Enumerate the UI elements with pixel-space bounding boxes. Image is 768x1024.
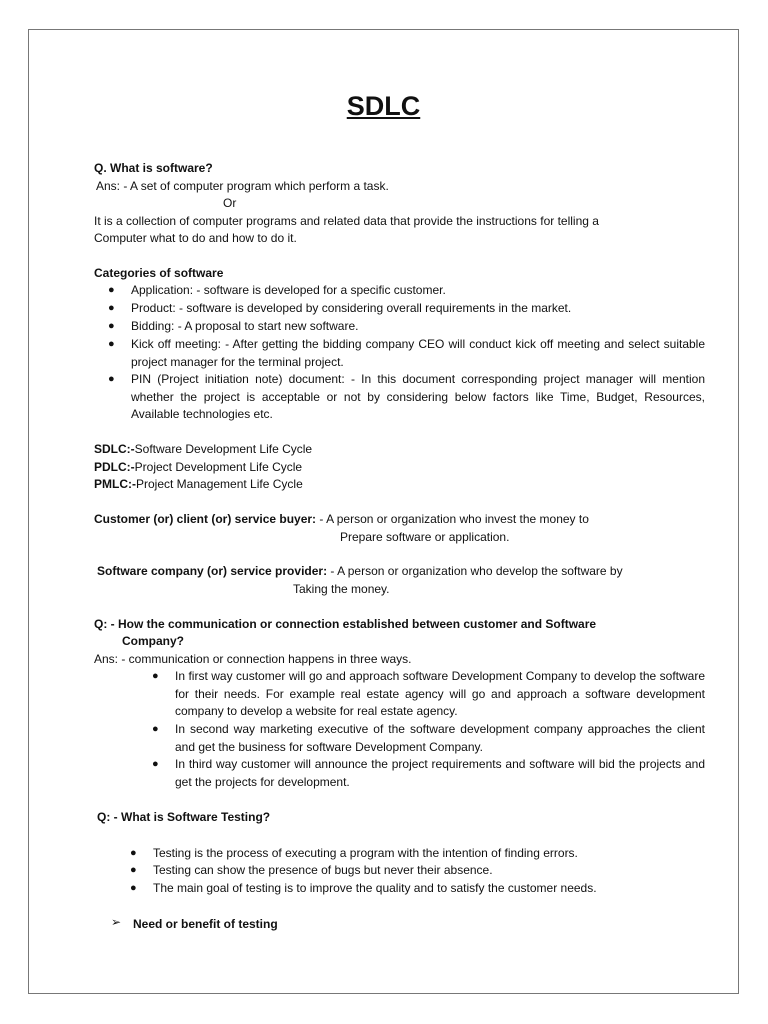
bullet-icon: ● xyxy=(130,864,137,876)
customer-definition-cont: Prepare software or application. xyxy=(340,530,510,544)
acronym-pmlc: PMLC:-Project Management Life Cycle xyxy=(94,477,303,491)
category-item: ● Kick off meeting: - After getting the bidding company CEO will conduct kick off meeting and select suitable project manager for the terminal project. xyxy=(108,337,705,369)
bullet-icon: ● xyxy=(152,723,159,735)
acronym-pdlc: PDLC:-Project Development Life Cycle xyxy=(94,460,303,474)
provider-definition: Software company (or) service provider: - A person or organization who develop the software by xyxy=(97,564,623,578)
question-software-testing: Q: - What is Software Testing? xyxy=(97,810,271,824)
category-item: ● Product: - software is developed by considering overall requirements in the market. xyxy=(131,300,705,318)
category-item: ● Application: - software is developed for a specific customer. xyxy=(131,282,705,300)
question-communication: Q: - How the communication or connection established between customer and Software xyxy=(94,617,597,631)
bullet-icon: ● xyxy=(152,758,159,770)
or-text: Or xyxy=(223,196,237,210)
categories-heading: Categories of software xyxy=(94,266,224,280)
answer-line-3: Computer what to do and how to do it. xyxy=(94,231,297,245)
customer-definition: Customer (or) client (or) service buyer: - A person or organization who invest the money to xyxy=(94,512,589,526)
answer-line-1: Ans: - A set of computer program which perform a task. xyxy=(96,179,389,193)
testing-item: ● Testing can show the presence of bugs but never their absence. xyxy=(153,862,705,880)
testing-item: ● Testing is the process of executing a program with the intention of finding errors. xyxy=(153,845,705,863)
bullet-icon: ● xyxy=(108,284,115,296)
bullet-icon: ● xyxy=(152,670,159,682)
question-what-is-software: Q. What is software? xyxy=(94,161,213,175)
bullet-icon: ● xyxy=(108,302,115,314)
provider-definition-cont: Taking the money. xyxy=(293,582,390,596)
question-communication-cont: Company? xyxy=(122,634,185,648)
communication-item: ● In first way customer will go and approach software Development Company to develop the software for their needs. For example real estate agency will go and approach a software development company to develop a website for real estate agency. xyxy=(152,669,705,719)
acronym-sdlc: SDLC:-Software Development Life Cycle xyxy=(94,442,313,456)
bullet-icon: ● xyxy=(108,320,115,332)
answer-line-2: It is a collection of computer programs and related data that provide the instructions for telling a xyxy=(94,214,599,228)
bullet-icon: ● xyxy=(130,882,137,894)
communication-item: ● In second way marketing executive of the software development company approaches the client and get the business for software Development Company. xyxy=(152,722,705,754)
category-item: ● PIN (Project initiation note) document: - In this document corresponding project manager will mention whether the project is acceptable or not by considering below factors like Time, Budget, Resources, Available technologies etc. xyxy=(108,372,705,422)
answer-communication: Ans: - communication or connection happens in three ways. xyxy=(94,652,412,666)
bullet-icon: ● xyxy=(130,847,137,859)
bullet-icon: ● xyxy=(108,373,115,385)
arrow-bullet-icon: ➢ xyxy=(111,915,122,929)
bullet-icon: ● xyxy=(108,338,115,350)
testing-item: ● The main goal of testing is to improve the quality and to satisfy the customer needs. xyxy=(153,880,705,898)
need-of-testing-heading: Need or benefit of testing xyxy=(133,917,278,931)
communication-item: ● In third way customer will announce the project requirements and software will bid the projects and get the projects for development. xyxy=(152,757,705,789)
category-item: ● Bidding: - A proposal to start new software. xyxy=(131,318,705,336)
page-title: SDLC xyxy=(346,91,421,121)
document-page xyxy=(28,29,739,994)
